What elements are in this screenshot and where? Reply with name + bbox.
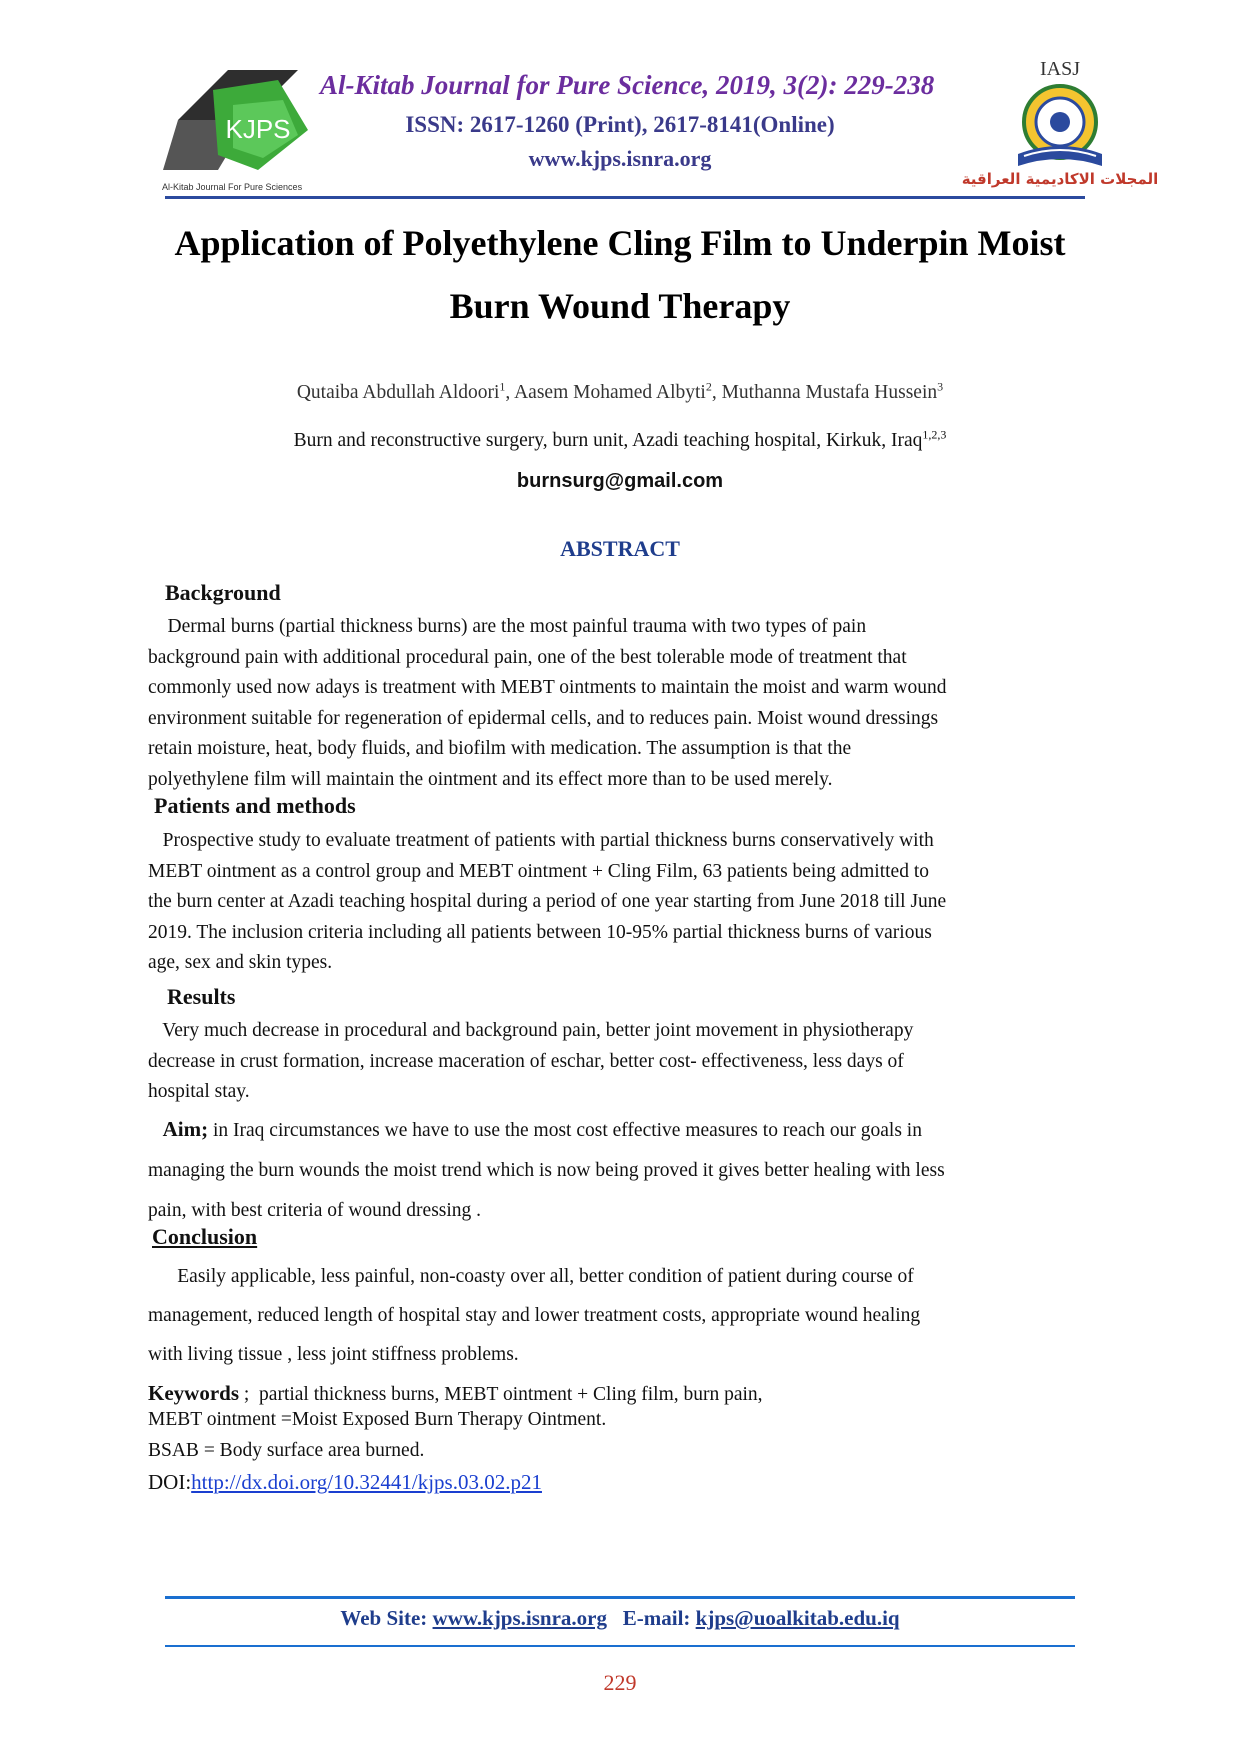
footer-email-link[interactable]: kjps@uoalkitab.edu.iq: [695, 1606, 900, 1630]
footer-contact: [165, 1606, 1075, 1631]
conclusion-line: with living tissue , less joint stiffness problems.: [148, 1344, 519, 1365]
author-3: Muthanna Mustafa Hussein: [721, 382, 938, 403]
author-2: Aasem Mohamed Albyti: [514, 382, 706, 403]
kjps-logo-text: KJPS: [225, 114, 291, 144]
background-line: polyethylene film will maintain the ointment and its effect more than to be used merely.: [148, 768, 833, 790]
paper-title-line-1: Application of Polyethylene Cling Film to Underpin Moist: [174, 223, 1066, 263]
journal-title: Al-Kitab Journal for Pure Science, 2019, 3(2): 229-238: [320, 70, 935, 100]
aim-line-2: managing the burn wounds the moist trend which is now being proved it gives better healing with less: [148, 1160, 945, 1181]
keywords-label: Keywords: [148, 1381, 239, 1405]
iasj-arabic-caption: المجلات الاكاديمية العراقية: [961, 170, 1159, 188]
author-1-sup: 1: [499, 379, 506, 394]
aim-text: [148, 1109, 1093, 1231]
background-line: environment suitable for regeneration of epidermal cells, and to reduces pain. Moist wound dressings: [148, 707, 939, 729]
journal-url[interactable]: www.kjps.isnra.org: [528, 146, 712, 171]
affiliation: [140, 427, 1100, 452]
results-line: hospital stay.: [148, 1081, 250, 1102]
footer-email-label: E-mail:: [622, 1606, 696, 1630]
results-line: decrease in crust formation, increase maceration of eschar, better cost- effectiveness, less days of: [148, 1050, 904, 1072]
iasj-emblem-icon: [1010, 82, 1110, 172]
patients-methods-line: MEBT ointment as a control group and MEBT ointment + Cling Film, 63 patients being admitted to: [148, 860, 929, 882]
footer-divider-bottom: [165, 1645, 1075, 1647]
keywords-text: ; partial thickness burns, MEBT ointment + Cling film, burn pain,: [239, 1384, 763, 1405]
affiliation-text: Burn and reconstructive surgery, burn unit, Azadi teaching hospital, Kirkuk, Iraq: [293, 430, 923, 451]
patients-methods-line: Prospective study to evaluate treatment of patients with partial thickness burns conservatively with: [148, 830, 934, 851]
page-number: 229: [603, 1670, 637, 1695]
doi-label: DOI:: [148, 1470, 192, 1494]
aim-line-1: [148, 1109, 1093, 1151]
patients-methods-line: 2019. The inclusion criteria including all patients between 10-95% partial thickness burns of various: [148, 921, 932, 943]
background-text: [148, 612, 1093, 795]
author-2-sup: 2: [705, 379, 712, 394]
kjps-logo-caption: Al-Kitab Journal For Pure Sciences: [162, 182, 303, 192]
conclusion-heading: Conclusion: [152, 1224, 258, 1249]
results-text: [148, 1016, 1093, 1108]
iasj-label: IASJ: [1039, 58, 1080, 80]
patients-methods-line: age, sex and skin types.: [148, 952, 333, 973]
footer-website-label: Web Site:: [340, 1606, 433, 1630]
doi-link[interactable]: http://dx.doi.org/10.32441/kjps.03.02.p21: [191, 1470, 542, 1494]
paper-title-line-2: Burn Wound Therapy: [449, 286, 791, 326]
conclusion-line: Easily applicable, less painful, non-coasty over all, better condition of patient during course of: [148, 1266, 914, 1287]
footer-divider-top: [165, 1596, 1075, 1599]
background-heading: Background: [165, 580, 281, 605]
header-divider: [165, 196, 1085, 199]
doi: [148, 1470, 542, 1495]
kjps-logo: [158, 60, 320, 192]
patients-methods-text: [148, 826, 1093, 979]
patients-methods-line: the burn center at Azadi teaching hospital during a period of one year starting from June 2018 till June: [148, 891, 947, 912]
conclusion-line: management, reduced length of hospital stay and lower treatment costs, appropriate wound healing: [148, 1305, 921, 1326]
abstract-heading: ABSTRACT: [560, 536, 680, 561]
background-line: background pain with additional procedural pain, one of the best tolerable mode of treatment that: [148, 646, 907, 668]
paper-title: [140, 212, 1100, 338]
author-1: Qutaiba Abdullah Aldoori: [296, 382, 500, 403]
authors: Qutaiba Abdullah Aldoori$^1$, Aasem Mohamed Albyti$^2$, Muthanna Mustafa Hussein$^3$: [296, 379, 944, 403]
journal-issn: ISSN: 2617-1260 (Print), 2617-8141(Online): [405, 112, 835, 137]
results-line: Very much decrease in procedural and background pain, better joint movement in physiotherapy: [148, 1020, 914, 1041]
footer-website-link[interactable]: www.kjps.isnra.org: [432, 1606, 607, 1630]
conclusion-text: [148, 1257, 1093, 1374]
author-3-sup: 3: [937, 379, 944, 394]
aim-line-3: pain, with best criteria of wound dressing .: [148, 1200, 482, 1221]
aim-label: Aim;: [162, 1117, 209, 1141]
background-line: retain moisture, heat, body fluids, and biofilm with medication. The assumption is that the: [148, 738, 852, 759]
affiliation-sup: 1,2,3: [922, 427, 947, 442]
background-line: Dermal burns (partial thickness burns) are the most painful trauma with two types of pain: [148, 616, 867, 637]
results-heading: Results: [167, 984, 236, 1009]
contact-email[interactable]: burnsurg@gmail.com: [516, 470, 724, 492]
keywords: [148, 1378, 763, 1411]
background-line: commonly used now adays is treatment with MEBT ointments to maintain the moist and warm wound: [148, 677, 947, 698]
abbreviation-bsab: BSAB = Body surface area burned.: [148, 1440, 425, 1461]
abbreviation-mebt: MEBT ointment =Moist Exposed Burn Therapy Ointment.: [148, 1409, 607, 1430]
aim-line-1-text: in Iraq circumstances we have to use the most cost effective measures to reach our goals in: [208, 1120, 922, 1141]
patients-methods-heading: Patients and methods: [154, 793, 356, 818]
